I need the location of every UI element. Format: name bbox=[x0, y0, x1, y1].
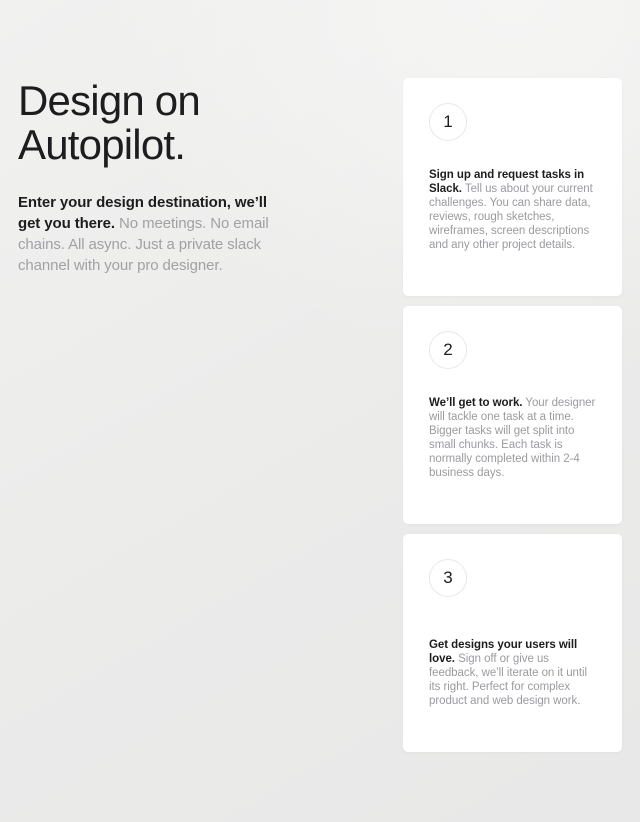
step-number-badge bbox=[429, 331, 467, 369]
step-text bbox=[429, 396, 597, 480]
step-lead: Get designs your users will love. bbox=[429, 638, 578, 665]
hero-intro bbox=[18, 192, 282, 276]
step-card-3 bbox=[403, 534, 622, 752]
step-number-badge bbox=[429, 103, 467, 141]
page-title-line-2: Autopilot. bbox=[18, 121, 186, 168]
step-body: Tell us about your current challenges. You can share data, reviews, rough sketches, wireframes, screen descriptions and any other project details. bbox=[429, 182, 593, 251]
step-lead: We’ll get to work. bbox=[429, 396, 523, 409]
hero-intro-bold: Enter your design destination, we’ll get you there. bbox=[18, 194, 267, 232]
step-number: 2 bbox=[443, 340, 453, 359]
hero-section bbox=[18, 79, 318, 276]
step-body: Your designer will tackle one task at a time. Bigger tasks will get split into small chunks. Each task is normally completed within 2-4 business days. bbox=[429, 396, 596, 479]
step-card-2 bbox=[403, 306, 622, 524]
step-number-badge bbox=[429, 559, 467, 597]
step-card-1 bbox=[403, 78, 622, 296]
page-title bbox=[18, 79, 318, 167]
step-number: 1 bbox=[443, 112, 453, 131]
step-body: Sign off or give us feedback, we’ll iterate on it until its right. Perfect for complex product and web design work. bbox=[429, 652, 588, 707]
step-text bbox=[429, 168, 597, 252]
page-title-line-1: Design on bbox=[18, 77, 200, 124]
steps-column bbox=[403, 78, 622, 752]
step-lead: Sign up and request tasks in Slack. bbox=[429, 168, 585, 195]
step-text bbox=[429, 638, 597, 708]
step-number: 3 bbox=[443, 568, 453, 587]
hero-intro-rest: No meetings. No email chains. All async. Just a private slack channel with your pro designer. bbox=[18, 215, 269, 274]
